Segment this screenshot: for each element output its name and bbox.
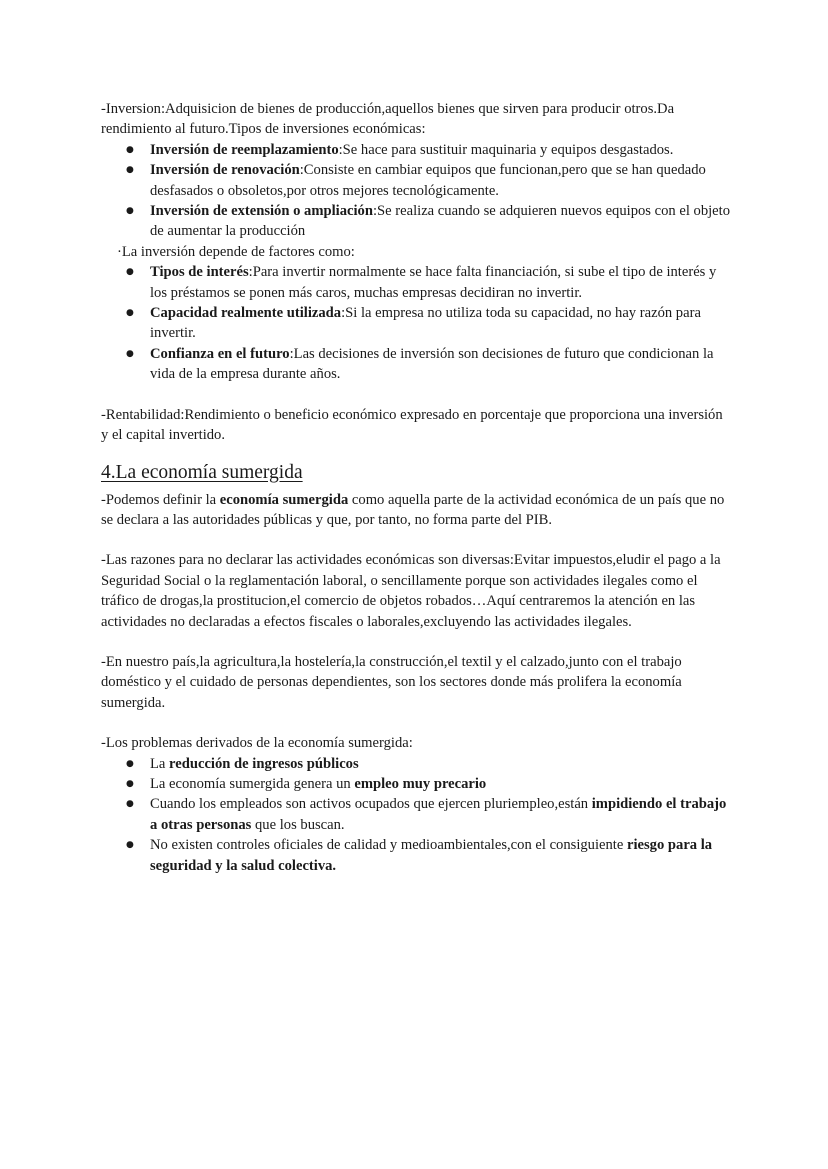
list-item-term: Capacidad realmente utilizada (150, 305, 342, 322)
economia-sumergida-definition (101, 490, 733, 531)
list-item (101, 835, 733, 876)
list-item (101, 262, 733, 303)
text-run: como aquella parte de la actividad económica de un país que no se declara a las autoridades públicas y que, por tanto, no forma parte del PIB. (101, 491, 725, 528)
list-item-text: :Si la empresa no utiliza toda su capacidad, no hay razón para invertir. (150, 305, 701, 342)
section-heading: 4.La economía sumergida (101, 461, 303, 483)
list-item-text: :Se realiza cuando se adquieren nuevos equipos con el objeto de aumentar la producción (150, 203, 731, 240)
list-item-text: :Para invertir normalmente se hace falta financiación, si sube el tipo de interés y los préstamos se ponen más caros, muchas empresas decidiran no invertir. (150, 264, 717, 301)
text-run: La economía sumergida genera un (150, 775, 355, 792)
bold-term: impidiendo el trabajo a otras personas (150, 796, 727, 833)
list-item-text: :Las decisiones de inversión son decisiones de futuro que condicionan la vida de la empresa durante años. (150, 345, 714, 383)
list-item-text: :Se hace para sustituir maquinaria y equipos desgastados. (338, 141, 674, 158)
sectors-paragraph: -En nuestro país,la agricultura,la hostelería,la construcción,el textil y el calzado,junto con el trabajo doméstico y el cuidado de personas dependientes, son los sectores donde más prolifera la economía sumergida. (101, 653, 682, 711)
bold-term: riesgo para la seguridad y la salud colectiva. (150, 837, 713, 874)
list-item-term: Inversión de renovación (150, 162, 300, 179)
investment-types-list (101, 140, 733, 242)
list-item-term: Confianza en el futuro (150, 345, 290, 362)
inversion-definition: -Inversion:Adquisicion de bienes de producción,aquellos bienes que sirven para producir otros.Da rendimiento al futuro.Tipos de inversiones económicas: (101, 101, 675, 138)
list-item (101, 344, 733, 385)
list-item (101, 201, 733, 242)
list-item (101, 754, 733, 774)
bold-term: empleo muy precario (354, 775, 487, 792)
document-body (101, 99, 733, 876)
list-item-term: Inversión de reemplazamiento (150, 141, 339, 158)
rentabilidad-definition: -Rentabilidad:Rendimiento o beneficio económico expresado en porcentaje que proporciona una inversión y el capital invertido. (101, 406, 723, 444)
list-item (101, 140, 733, 160)
text-run: La (150, 755, 170, 772)
investment-factors-list (101, 262, 733, 384)
bold-term: reducción de ingresos públicos (169, 755, 359, 772)
text-run: No existen controles oficiales de calidad y medioambientales,con el consiguiente (150, 837, 627, 854)
list-item (101, 774, 733, 794)
list-item-term: Inversión de extensión o ampliación (150, 203, 373, 220)
text-run: Cuando los empleados son activos ocupados que ejercen pluriempleo,están (150, 796, 592, 813)
reasons-paragraph: -Las razones para no declarar las actividades económicas son diversas:Evitar impuestos,eludir el pago a la Seguridad Social o la reglamentación laboral, o sencillamente porque son actividades ilegales como el tráfico de drogas,la prostitucion,el comercio de objetos robados…Aquí centraremos la atención en las actividades no declaradas a efectos fiscales o laborales,excluyendo las actividades ilegales. (101, 552, 721, 630)
list-item (101, 303, 733, 344)
bold-term: economía sumergida (219, 491, 349, 508)
list-item (101, 794, 733, 835)
text-run: que los buscan. (251, 816, 345, 833)
list-item-term: Tipos de interés (150, 264, 249, 281)
text-run: -Podemos definir la (101, 491, 220, 508)
problems-list (101, 754, 733, 876)
list-item (101, 160, 733, 201)
problems-intro: -Los problemas derivados de la economía sumergida: (101, 735, 413, 752)
factors-intro: ·La inversión depende de factores como: (117, 243, 355, 260)
list-item-text: :Consiste en cambiar equipos que funcionan,pero que se han quedado desfasados o obsoletos,por otros mejores tecnológicamente. (150, 162, 706, 199)
